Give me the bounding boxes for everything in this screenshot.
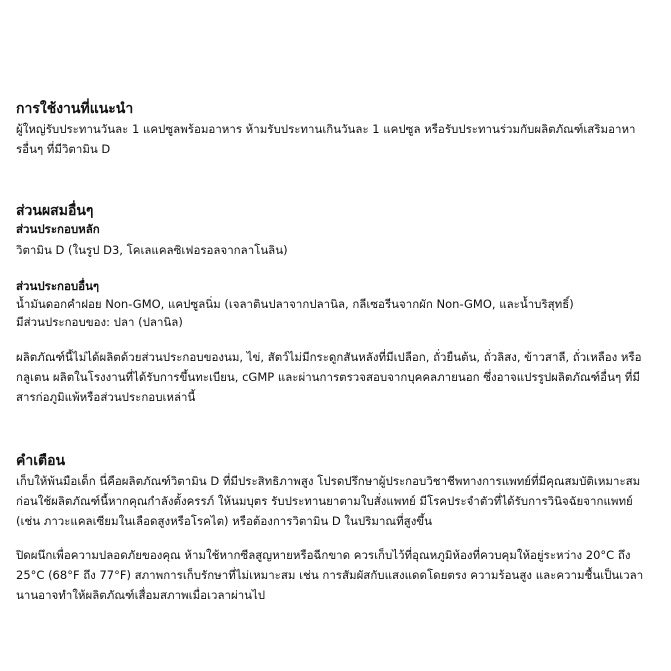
other-ingredients-text: น้ำมันดอกคำฝอย Non-GMO, แคปซูลนิ่ม (เจลาตินปลาจากปลานิล, กลีเซอรีนจากผัก Non-GMO, และน้ำบริสุทธิ์)	[16, 297, 574, 311]
usage-text: ผู้ใหญ่รับประทานวันละ 1 แคปซูลพร้อมอาหาร ห้ามรับประทานเกินวันละ 1 แคปซูล หรือรับประทานร่วมกับผลิตภัณฑ์เสริมอาหา รอื่นๆ ที่มีวิตามิน D	[16, 122, 636, 156]
warnings-section	[16, 451, 656, 605]
ingredients-heading: ส่วนผสมอื่นๆ	[16, 203, 94, 219]
main-ingredients-text: วิตามิน D (ในรูป D3, โคเลแคลซิเฟอรอลจากลาโนลิน)	[16, 243, 288, 257]
main-ingredients-heading: ส่วนประกอบหลัก	[16, 222, 100, 236]
usage-heading: การใช้งานที่แนะนำ	[16, 101, 134, 117]
contains-text: มีส่วนประกอบของ: ปลา (ปลานิล)	[16, 315, 183, 329]
warnings-heading: คำเตือน	[16, 453, 66, 469]
other-ingredients-heading: ส่วนประกอบอื่นๆ	[16, 279, 100, 293]
warnings-text-2: ปิดผนึกเพื่อความปลอดภัยของคุณ ห้ามใช้หากซีลสูญหายหรือฉีกขาด ควรเก็บไว้ที่อุณหภูมิห้องที่ควบคุมให้อยู่ระหว่าง 20°C ถึง 25°C (68°F ถึง 77°F) สภาพการเก็บรักษาที่ไม่เหมาะสม เช่น การสัมผัสกับแสงแดดโดยตรง ความร้อนสูง และความชื้นเป็นเวลา นานอาจทำให้ผลิตภัณฑ์เสื่อมสภาพเมื่อเวลาผ่านไป	[16, 548, 644, 602]
ingredients-section	[16, 201, 656, 407]
usage-section	[16, 99, 656, 159]
warnings-text-1: เก็บให้พ้นมือเด็ก นี่คือผลิตภัณฑ์วิตามิน D ที่มีประสิทธิภาพสูง โปรดปรึกษาผู้ประกอบวิชาชีพทางการแพทย์ที่มีคุณสมบัติเหมาะสม ก่อนใช้ผลิตภัณฑ์นี้หากคุณกำลังตั้งครรภ์ ให้นมบุตร รับประทานยาตามใบสั่งแพทย์ มีโรคประจำตัวที่ได้รับการวินิจฉัยจากแพทย์ (เช่น ภาวะแคลเซียมในเลือดสูงหรือโรคไต) หรือต้องการวิตามิน D ในปริมาณที่สูงขึ้น	[16, 474, 641, 528]
product-info	[16, 99, 656, 605]
allergen-text: ผลิตภัณฑ์นี้ไม่ได้ผลิตด้วยส่วนประกอบของนม, ไข่, สัตว์ไม่มีกระดูกสันหลังที่มีเปลือก, ถั่วยืนต้น, ถั่วลิสง, ข้าวสาลี, ถั่วเหลือง หรือ กลูเตน ผลิตในโรงงานที่ได้รับการขึ้นทะเบียน, cGMP และผ่านการตรวจสอบจากบุคคลภายนอก ซึ่งอาจแปรรูปผลิตภัณฑ์อื่นๆ ที่มี สารก่อภูมิแพ้หรือส่วนประกอบเหล่านี้	[16, 350, 642, 404]
